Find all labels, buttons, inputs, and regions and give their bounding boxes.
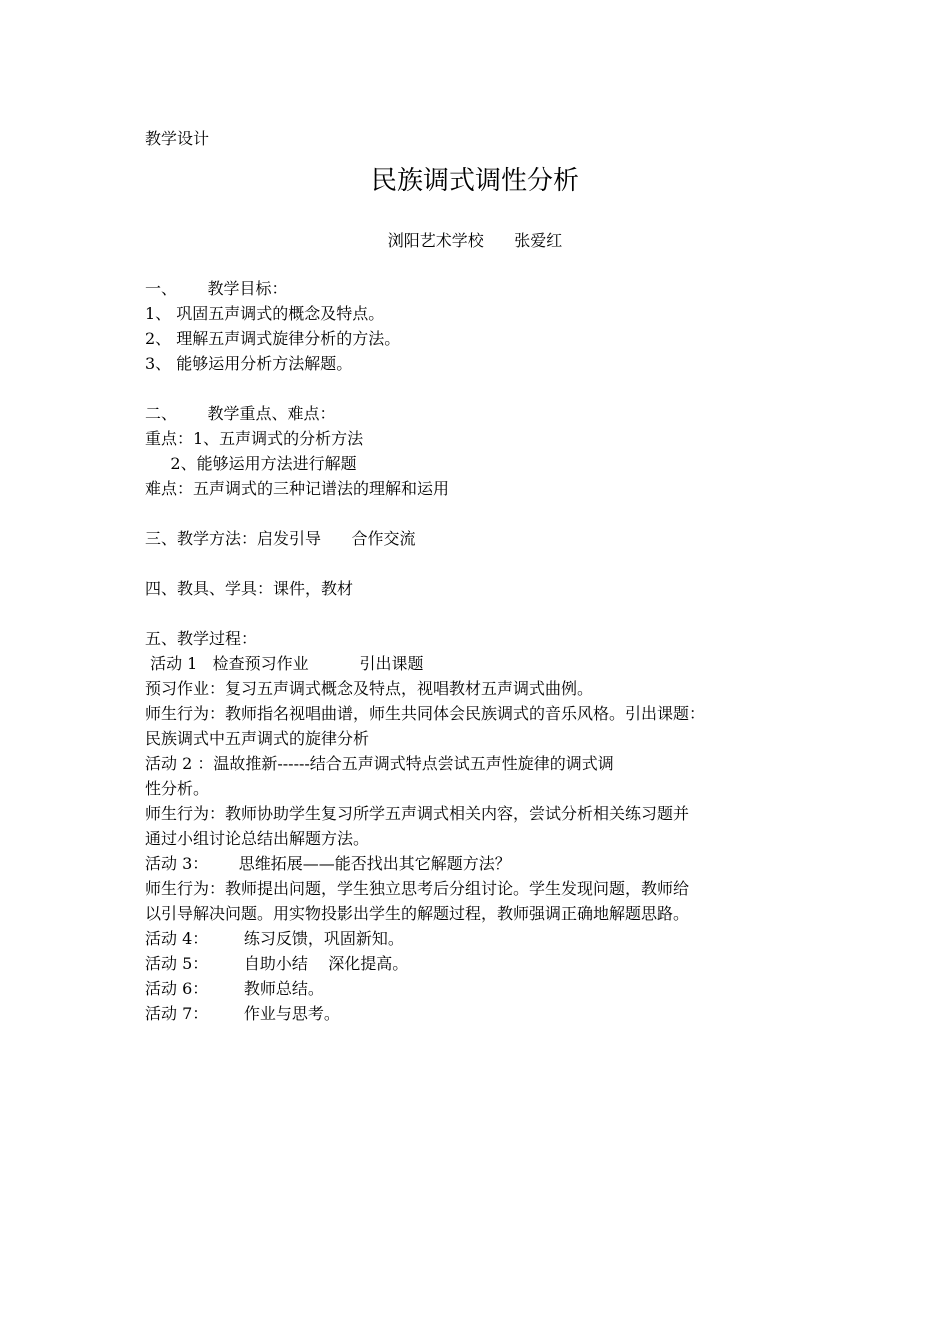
objective-item: 3、 能够运用分析方法解题。 xyxy=(145,354,353,373)
objective-item: 2、 理解五声调式旋律分析的方法。 xyxy=(145,329,401,348)
process-line: 以引导解决问题。用实物投影出学生的解题过程，教师强调正确地解题思路。 xyxy=(145,904,690,923)
process-line: 性分析。 xyxy=(145,779,210,798)
difficult-point: 难点：五声调式的三种记谱法的理解和运用 xyxy=(145,479,450,498)
process-line: 通过小组讨论总结出解题方法。 xyxy=(145,829,370,848)
key-point-2: 2、能够运用方法进行解题 xyxy=(145,454,357,473)
section-5-heading: 五、教学过程： xyxy=(145,629,258,648)
process-line: 师生行为：教师提出问题，学生独立思考后分组讨论。学生发现问题，教师给 xyxy=(145,879,690,898)
section-2-heading: 二、 教学重点、难点： xyxy=(145,404,336,423)
process-line: 民族调式中五声调式的旋律分析 xyxy=(145,729,370,748)
process-line: 活动 3： 思维拓展——能否找出其它解题方法？ xyxy=(145,854,511,873)
header-label: 教学设计 xyxy=(145,129,210,148)
process-line: 活动 1 检查预习作业 引出课题 xyxy=(145,654,424,673)
process-line: 师生行为：教师协助学生复习所学五声调式相关内容，尝试分析相关练习题并 xyxy=(145,804,690,823)
process-line: 活动 6： 教师总结。 xyxy=(145,979,324,998)
process-line: 预习作业：复习五声调式概念及特点，视唱教材五声调式曲例。 xyxy=(145,679,594,698)
section-4-tools: 四、教具、学具：课件，教材 xyxy=(145,579,354,598)
document-title: 民族调式调性分析 xyxy=(370,166,579,196)
section-1-heading: 一、 教学目标： xyxy=(145,279,288,298)
process-line: 师生行为：教师指名视唱曲谱，师生共同体会民族调式的音乐风格。引出课题： xyxy=(145,704,706,723)
process-line: 活动 7： 作业与思考。 xyxy=(145,1004,340,1023)
section-3-methods: 三、教学方法：启发引导 合作交流 xyxy=(145,529,416,548)
process-line: 活动 5： 自助小结 深化提高。 xyxy=(145,954,409,973)
process-line: 活动 4： 练习反馈，巩固新知。 xyxy=(145,929,404,948)
process-line: 活动 2 ：温故推新------结合五声调式特点尝试五声性旋律的调式调 xyxy=(145,754,614,773)
key-point-1: 重点：1、五声调式的分析方法 xyxy=(145,429,364,448)
author-byline: 浏阳艺术学校 张爱红 xyxy=(387,231,563,250)
objective-item: 1、 巩固五声调式的概念及特点。 xyxy=(145,304,385,323)
